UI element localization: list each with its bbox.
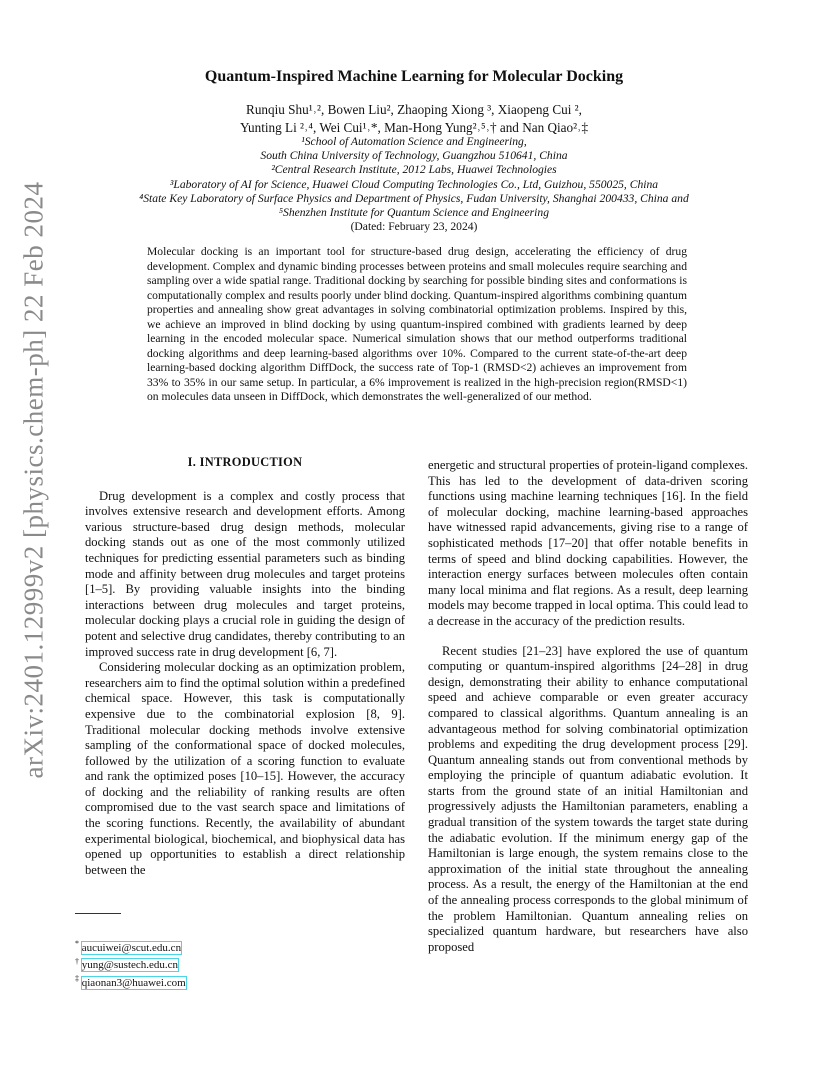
intro-paragraph-1: Drug development is a complex and costly process that involves extensive research and development efforts. Among various structure-based drug design methods, molecular docking stands out as one of the most commonly utilized techniques for predicting essential parameters such as binding mode and affinity between drug molecules and target proteins [1–5]. By providing valuable insights into the binding interactions between drug molecules and target proteins, molecular docking plays a crucial role in guiding the design of potent and selective drug candidates, thereby contributing to an improved success rate in drug development [6, 7].	[85, 488, 405, 659]
section-heading-introduction: I. INTRODUCTION	[187, 455, 303, 469]
arxiv-identifier: arXiv:2401.12999v2 [physics.chem-ph] 22 Feb 2024	[18, 181, 49, 779]
intro-paragraph-4: Recent studies [21–23] have explored the use of quantum computing or quantum-inspired algorithms [24–28] in drug design, demonstrating their ability to enhance computational speed and achieve comparable or even greater accuracy compared to classical algorithms. Quantum annealing is an advantageous method for solving combinatorial optimization problems and expediting the drug development process [29]. Quantum annealing stands out from conventional methods by employing the principle of quantum adiabatic evolution. It starts from the ground state of an initial Hamiltonian and progressively adjusts the Hamiltonian parameters, enabling a gradual transition of the system towards the target state during the adiabatic evolution. If the minimum energy gap of the Hamiltonian is large enough, the system remains close to the approximation of the initial state throughout the annealing process. As a result, the energy of the Hamiltonian at the end of the annealing process corresponds to the global minimum of the problem Hamiltonian. Quantum annealing relies on specialized quantum hardware, but researchers have also proposed	[428, 643, 748, 954]
author-list	[0, 101, 828, 136]
footnote-2	[75, 955, 186, 973]
right-column	[428, 458, 748, 955]
footnote-rule	[75, 913, 121, 914]
footnote-1	[75, 937, 186, 955]
affiliation-3: ³Laboratory of AI for Science, Huawei Cloud Computing Technologies Co., Ltd, Guizhou, 550025, China	[169, 177, 659, 191]
affiliation-1: ¹School of Automation Science and Engineering,	[301, 135, 527, 148]
email-link[interactable]: yung@sustech.edu.cn	[81, 959, 179, 972]
authors-line-2: Yunting Li ²˒⁴, Wei Cui¹˒*, Man-Hong Yung²˒⁵˒† and Nan Qiao²˒‡	[239, 119, 589, 135]
footnote-mark: †	[75, 956, 79, 966]
footnote-mark: ‡	[75, 974, 79, 984]
affiliation-4: ⁴State Key Laboratory of Surface Physics and Department of Physics, Fudan University, Shanghai 200433, China and	[139, 191, 689, 205]
left-column	[85, 455, 405, 878]
authors-line-1: Runqiu Shu¹˒², Bowen Liu², Zhaoping Xiong ³, Xiaopeng Cui ²,	[246, 102, 582, 117]
footnotes	[75, 937, 186, 990]
abstract: Molecular docking is an important tool for structure-based drug design, accelerating the efficiency of drug development. Complex and dynamic binding processes between proteins and small molecules require searching and sampling over a wide spatial range. Traditional docking by searching for possible binding sites and conformations is computationally complex and results poorly under blind docking. Quantum-inspired algorithms combining quantum properties and annealing show great advantages in solving combinatorial optimization problems. Inspired by this, we achieve an improved in blind docking by using quantum-inspired combined with gradients learned by deep learning in the encoded molecular space. Numerical simulation shows that our method outperforms traditional docking algorithms and deep learning-based algorithms over 10%. Compared to the current state-of-the-art deep learning-based docking algorithm DiffDock, the success rate of Top-1 (RMSD<2) achieves an improvement from 33% to 35% in our same setup. In particular, a 6% improvement is realized in the high-precision region(RMSD<1) on molecules data unseen in DiffDock, which demonstrates the well-generalized of our method.	[147, 245, 687, 403]
email-link[interactable]: qiaonan3@huawei.com	[81, 976, 186, 989]
affiliation-2: ²Central Research Institute, 2012 Labs, Huawei Technologies	[271, 163, 557, 177]
arxiv-side-stamp	[14, 181, 54, 779]
affiliations	[0, 135, 828, 234]
footnote-3	[75, 972, 186, 990]
affiliation-5: ⁵Shenzhen Institute for Quantum Science and Engineering	[279, 206, 549, 220]
affiliation-1b: South China University of Technology, Guangzhou 510641, China	[260, 149, 568, 163]
date-line: (Dated: February 23, 2024)	[350, 220, 478, 234]
email-link[interactable]: aucuiwei@scut.edu.cn	[81, 941, 182, 954]
intro-paragraph-3: energetic and structural properties of protein-ligand complexes. This has led to the development of data-driven scoring functions using machine learning techniques [16]. In the field of molecular docking, machine learning-based approaches have witnessed rapid advancements, giving rise to a range of sophisticated methods [17–20] that offer notable benefits in terms of speed and blind docking capabilities. However, the interaction energy surfaces between molecules often contain many local minima and flat regions. As a result, deep learning models may become trapped in local optima. This could lead to a decrease in the accuracy of the prediction results.	[428, 458, 748, 628]
footnote-mark: *	[75, 939, 79, 948]
paper-title: Quantum-Inspired Machine Learning for Molecular Docking	[204, 68, 624, 85]
intro-paragraph-2: Considering molecular docking as an optimization problem, researchers aim to find the optimal solution within a predefined chemical space. However, this task is computationally expensive due to the combinatorial explosion [8, 9]. Traditional molecular docking methods involve extensive sampling of the conformational space of docked molecules, followed by the utilization of a scoring function to evaluate and rank the optimized poses [10–15]. However, the accuracy of docking and the reliability of ranking results are often compromised due to the vast search space and limitations of the scoring functions. Recently, the availability of abundant experimental biological, biochemical, and biophysical data has opened up opportunities to establish a direct relationship between the	[85, 660, 405, 877]
